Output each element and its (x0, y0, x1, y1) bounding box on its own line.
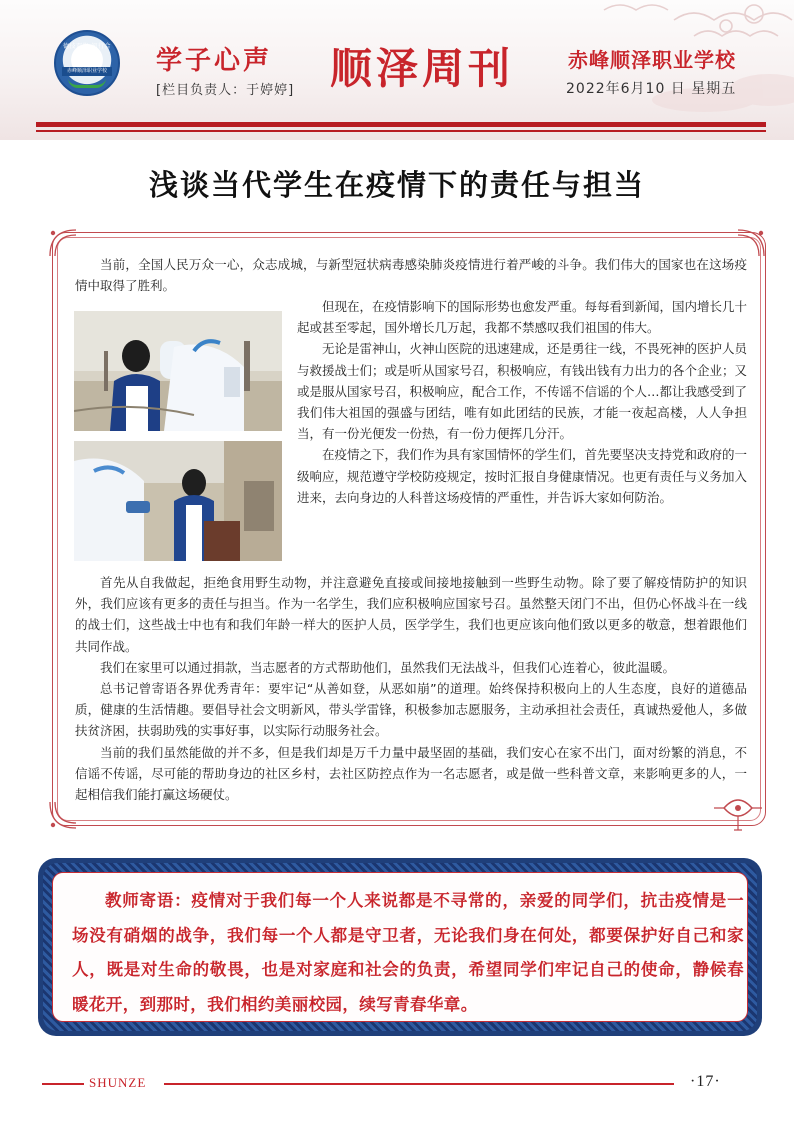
article-beside-photos (297, 296, 747, 508)
logo-leaf-icon (68, 78, 106, 88)
teacher-message-text: 教师寄语：疫情对于我们每一个人来说都是不寻常的，亲爱的同学们，抗击疫情是一场没有硝烟的战争，我们每一个人都是守卫者，无论我们身在何处，都要保护好自己和家人，既是对生命的敬畏，也是对家庭和社会的负责，希望同学们牢记自己的使命，静候春暖花开，到那时，我们相约美丽校园，续写青春华章。 (72, 891, 744, 1014)
article-title: 浅谈当代学生在疫情下的责任与担当 (148, 168, 645, 202)
photo-nucleic-acid-test-2 (74, 441, 282, 561)
paragraph: 当前，全国人民万众一心，众志成城，与新型冠状病毒感染肺炎疫情进行着严峻的斗争。我们伟大的国家也在这场疫情中取得了胜利。 (75, 257, 747, 294)
header-rule-thin (36, 130, 766, 132)
footer-brand: SHUNZE (89, 1075, 147, 1090)
paragraph: 无论是雷神山，火神山医院的迅速建成，还是勇往一线，不畏死神的医护人员与救援战士们；或是听从国家号召，积极响应，有钱出钱有力出力的各个企业；又或是服从国家号召，积极响应，配合工作，不传谣不信谣的个人…都让我感受到了我们伟大祖国的强盛与团结，唯有如此团结的民族，才能一夜起高楼，人人争担当，有一份光便发一份热，有一份力便挥几分汗。 (297, 341, 748, 442)
paragraph: 首先从自我做起，拒绝食用野生动物，并注意避免直接或间接地接触到一些野生动物。除了要了解疫情防护的知识外，我们应该有更多的责任与担当。作为一名学生，我们应积极响应国家号召。虽然整天闭门不出，但仍心怀战斗在一线的战士们，这些战士中也有和我们年龄一样大的医护人员，医学学生，我们也更应该向他们致以更多的敬意，想着跟他们共同作战。 (75, 575, 747, 654)
school-logo (54, 30, 120, 96)
school-name: 赤峰顺泽职业学校 (568, 48, 736, 72)
logo-band-text: 赤峰顺泽职业学校 (62, 67, 112, 76)
article-intro (75, 254, 747, 296)
logo-ring-text: 德技双修 知行合一 (63, 43, 111, 59)
paragraph: 但现在，在疫情影响下的国际形势也愈发严重。每每看到新闻，国内增长几十起或甚至零起，国外增长几万起，我都不禁感叹我们祖国的伟大。 (297, 299, 748, 336)
paragraph: 在疫情之下，我们作为具有家国情怀的学生们，首先要坚决支持党和政府的一级响应，规范遵守学校防疫规定，按时汇报自身健康情况。也更有责任与义务加入进来，去向身边的人科普这场疫情的严重性，并告诉大家如何防治。 (297, 447, 748, 505)
issue-date: 2022年6月10 日 星期五 (566, 81, 737, 97)
page-number: ·17· (690, 1073, 721, 1090)
paragraph: 总书记曾寄语各界优秀青年：要牢记“从善如登，从恶如崩”的道理。始终保持积极向上的人生态度，良好的道德品质，健康的生活情趣。要倡导社会文明新风，带头学雷锋，积极参加志愿服务，主动承担社会责任，真诚热爱他人，多做扶贫济困，扶弱助残的实事好事，以实际行动服务社会。 (75, 681, 747, 739)
paper-name: 顺泽周刊 (330, 44, 515, 93)
masthead (0, 0, 794, 140)
footer-rule-left (42, 1083, 84, 1085)
column-title: 学子心声 (156, 46, 273, 76)
column-editor: [栏目负责人：于婷婷] (156, 83, 295, 98)
footer-rule-right (164, 1083, 674, 1085)
paragraph: 我们在家里可以通过捐款，当志愿者的方式帮助他们，虽然我们无法战斗，但我们心连着心，彼此温暖。 (100, 659, 676, 675)
paragraph: 当前的我们虽然能做的并不多，但是我们却是万千力量中最坚固的基础，我们安心在家不出门，面对纷繁的消息，不信谣不传谣，尽可能的帮助身边的社区乡村，去社区防控点作为一名志愿者，或是做一些科普文章，来影响更多的人，一起相信我们能打赢这场硬仗。 (75, 744, 747, 803)
header-rule-thick (36, 122, 766, 127)
article-body (75, 572, 747, 805)
photo-nucleic-acid-test-1 (74, 311, 282, 431)
